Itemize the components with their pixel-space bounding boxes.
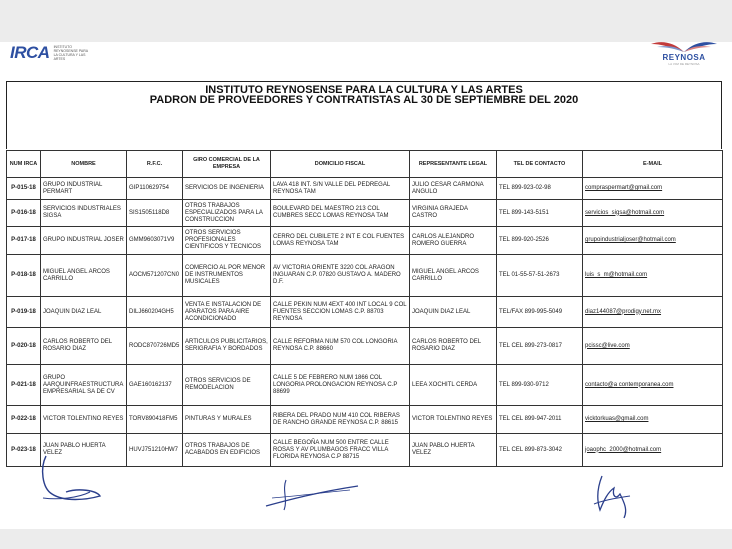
supplier-phone: TEL 899-923-02-98 xyxy=(497,178,583,200)
supplier-number: P-018-18 xyxy=(7,255,41,297)
supplier-phone: TEL CEL 899-273-0817 xyxy=(497,328,583,365)
supplier-phone: TEL CEL 899-873-3042 xyxy=(497,434,583,467)
supplier-business: OTROS SERVICIOS PROFESIONALES CIENTIFICOS Y TECNICOS xyxy=(183,227,271,255)
supplier-email[interactable]: vicktorkuas@gmail.com xyxy=(583,406,723,434)
supplier-representative: CARLOS ALEJANDRO ROMERO GUERRA xyxy=(410,227,497,255)
supplier-email[interactable]: diaz144087@prodigy.net.mx xyxy=(583,297,723,328)
supplier-phone: TEL 01-55-57-51-2673 xyxy=(497,255,583,297)
supplier-representative: LEEA XOCHITL CERDA xyxy=(410,365,497,406)
supplier-email[interactable]: compraspermart@gmail.com xyxy=(583,178,723,200)
supplier-number: P-016-18 xyxy=(7,200,41,227)
column-header: GIRO COMERCIAL DE LA EMPRESA xyxy=(183,151,271,178)
supplier-rfc: TORV890418FM5 xyxy=(127,406,183,434)
supplier-email[interactable]: contacto@a contemporanea.com xyxy=(583,365,723,406)
supplier-address: CERRO DEL CUBILETE 2 INT E COL FUENTES LOMAS REYNOSA TAM xyxy=(271,227,410,255)
supplier-email[interactable]: grupoindustrialjoser@hotmail.com xyxy=(583,227,723,255)
supplier-phone: TEL/FAX 899-995-5049 xyxy=(497,297,583,328)
supplier-address: CALLE BEGOÑA NUM 500 ENTRE CALLE ROSAS Y AV PLUMBAGOS FRACC VILLA FLORIDA REYNOSA C.P 88715 xyxy=(271,434,410,467)
table-row xyxy=(7,297,723,328)
supplier-business: OTROS TRABAJOS DE ACABADOS EN EDIFICIOS xyxy=(183,434,271,467)
supplier-name: CARLOS ROBERTO DEL ROSARIO DIAZ xyxy=(41,328,127,365)
column-header: NUM IRCA xyxy=(7,151,41,178)
supplier-business: OTROS TRABAJOS ESPECIALIZADOS PARA LA CONSTRUCCION xyxy=(183,200,271,227)
reynosa-logo-name: REYNOSA xyxy=(662,53,706,62)
supplier-number: P-023-18 xyxy=(7,434,41,467)
supplier-number: P-017-18 xyxy=(7,227,41,255)
supplier-number: P-020-18 xyxy=(7,328,41,365)
supplier-address: CALLE 5 DE FEBRERO NUM 1866 COL LONGORIA PROLONGACION REYNOSA C.P 88699 xyxy=(271,365,410,406)
supplier-name: GRUPO AARQUINFRAESTRUCTURA EMPRESARIAL SA DE CV xyxy=(41,365,127,406)
supplier-address: AV VICTORIA ORIENTE 3220 COL ARAGON INGUARAN C.P. 07820 GUSTAVO A. MADERO D.F. xyxy=(271,255,410,297)
supplier-rfc: SIS1505118D8 xyxy=(127,200,183,227)
supplier-name: JUAN PABLO HUERTA VELEZ xyxy=(41,434,127,467)
table-row xyxy=(7,178,723,200)
table-row xyxy=(7,365,723,406)
supplier-representative: VIRGINIA GRAJEDA CASTRO xyxy=(410,200,497,227)
supplier-name: MIGUEL ANGEL ARCOS CARRILLO xyxy=(41,255,127,297)
table-row xyxy=(7,200,723,227)
supplier-business: OTROS SERVICIOS DE REMODELACION xyxy=(183,365,271,406)
supplier-number: P-019-18 xyxy=(7,297,41,328)
supplier-address: BOULEVARD DEL MAESTRO 213 COL CUMBRES SECC LOMAS REYNOSA TAM xyxy=(271,200,410,227)
supplier-business: VENTA E INSTALACION DE APARATOS PARA AIRE ACONDICIONADO xyxy=(183,297,271,328)
supplier-representative: MIGUEL ANGEL ARCOS CARRILLO xyxy=(410,255,497,297)
supplier-email[interactable]: pcissc@live.com xyxy=(583,328,723,365)
supplier-phone: TEL 899-930-9712 xyxy=(497,365,583,406)
supplier-number: P-021-18 xyxy=(7,365,41,406)
column-header: TEL DE CONTACTO xyxy=(497,151,583,178)
table-row xyxy=(7,255,723,297)
supplier-name: SERVICIOS INDUSTRIALES SIGSA xyxy=(41,200,127,227)
supplier-rfc: DILJ660204GH5 xyxy=(127,297,183,328)
suppliers-table xyxy=(6,150,723,467)
supplier-rfc: GMM9603071V9 xyxy=(127,227,183,255)
column-header: DOMICILIO FISCAL xyxy=(271,151,410,178)
eagle-wings-icon xyxy=(649,38,719,54)
supplier-business: SERVICIOS DE INGENIERIA xyxy=(183,178,271,200)
supplier-rfc: GAE160162137 xyxy=(127,365,183,406)
supplier-number: P-022-18 xyxy=(7,406,41,434)
supplier-business: COMERCIO AL POR MENOR DE INSTRUMENTOS MUSICALES xyxy=(183,255,271,297)
irca-logo-mark: IRCA xyxy=(10,43,50,62)
signature-right xyxy=(590,470,640,522)
supplier-name: GRUPO INDUSTRIAL JOSER xyxy=(41,227,127,255)
title-box xyxy=(6,81,722,149)
supplier-email[interactable]: servicios_sigsa@hotmail.com xyxy=(583,200,723,227)
reynosa-logo-tagline: LA VOZ DE REYNOSA xyxy=(668,62,700,66)
supplier-email[interactable]: joaophc_2000@hotmail.com xyxy=(583,434,723,467)
column-header: REPRESENTANTE LEGAL xyxy=(410,151,497,178)
supplier-address: RIBERA DEL PRADO NUM 410 COL RIBERAS DE RANCHO GRANDE REYNOSA C.P. 88615 xyxy=(271,406,410,434)
table-row xyxy=(7,328,723,365)
supplier-address: CALLE REFORMA NUM 570 COL LONGORIA REYNOSA C.P. 88660 xyxy=(271,328,410,365)
signature-center xyxy=(258,470,368,515)
signature-left xyxy=(38,448,108,508)
supplier-phone: TEL 899-143-5151 xyxy=(497,200,583,227)
document-title: INSTITUTO REYNOSENSE PARA LA CULTURA Y LAS ARTES xyxy=(205,84,523,96)
supplier-representative: VICTOR TOLENTINO REYES xyxy=(410,406,497,434)
supplier-phone: TEL CEL 899-947-2011 xyxy=(497,406,583,434)
supplier-rfc: RODC870726MD5 xyxy=(127,328,183,365)
supplier-address: LAVA 418 INT. S/N VALLE DEL PEDREGAL REYNOSA TAM xyxy=(271,178,410,200)
irca-logo-text: INSTITUTO REYNOSENSE PARA LA CULTURA Y LAS ARTES xyxy=(53,45,88,61)
supplier-representative: JULIO CESAR CARMONA ANGULO xyxy=(410,178,497,200)
supplier-representative: CARLOS ROBERTO DEL ROSARIO DIAZ xyxy=(410,328,497,365)
column-header: R.F.C. xyxy=(127,151,183,178)
supplier-name: GRUPO INDUSTRIAL PERMART xyxy=(41,178,127,200)
supplier-name: JOAQUIN DIAZ LEAL xyxy=(41,297,127,328)
supplier-address: CALLE PEKIN NUM 4EXT 400 INT LOCAL 9 COL FUENTES SECCION LOMAS C.P. 88703 REYNOSA xyxy=(271,297,410,328)
table-row xyxy=(7,227,723,255)
supplier-business: PINTURAS Y MURALES xyxy=(183,406,271,434)
supplier-phone: TEL 899-920-2526 xyxy=(497,227,583,255)
table-row xyxy=(7,434,723,467)
table-row xyxy=(7,406,723,434)
column-header: E-MAIL xyxy=(583,151,723,178)
supplier-rfc: AOCM571207CN0 xyxy=(127,255,183,297)
table-header-row xyxy=(7,151,723,178)
irca-logo xyxy=(10,38,90,68)
supplier-rfc: HUVJ751210HW7 xyxy=(127,434,183,467)
column-header: NOMBRE xyxy=(41,151,127,178)
supplier-number: P-015-18 xyxy=(7,178,41,200)
supplier-representative: JOAQUIN DIAZ LEAL xyxy=(410,297,497,328)
supplier-business: ARTICULOS PUBLICITARIOS, SERIGRAFIA Y BORDADOS xyxy=(183,328,271,365)
reynosa-logo xyxy=(646,38,722,74)
document-subtitle: PADRON DE PROVEEDORES Y CONTRATISTAS AL 30 DE SEPTIEMBRE DEL 2020 xyxy=(149,94,579,106)
supplier-representative: JUAN PABLO HUERTA VELEZ xyxy=(410,434,497,467)
supplier-email[interactable]: luis_s_m@hotmail.com xyxy=(583,255,723,297)
supplier-rfc: GIP110629754 xyxy=(127,178,183,200)
supplier-name: VICTOR TOLENTINO REYES xyxy=(41,406,127,434)
